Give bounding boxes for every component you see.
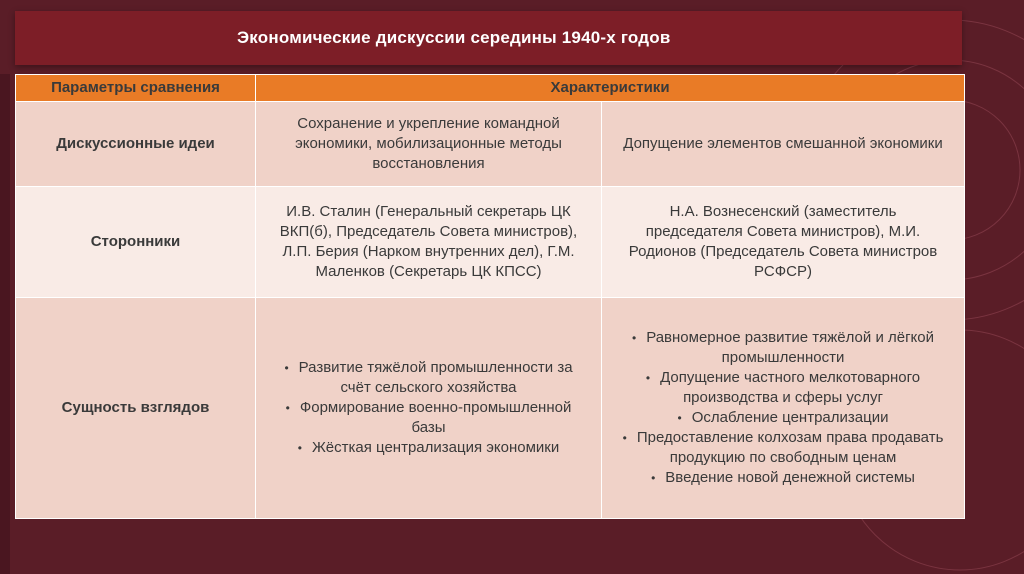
- list-item: [274, 398, 583, 438]
- essence-right-list: [602, 328, 964, 488]
- essence-right-cell: [602, 298, 965, 519]
- bullet-icon: •: [297, 441, 302, 455]
- table-row-essence: [16, 298, 965, 519]
- supporters-left-text: И.В. Сталин (Генеральный секретарь ЦК ВКП(б), Председатель Совета министров), Л.П. Берия (Нарком внутренних дел), Г.М. Маленков (Секретарь ЦК КПСС): [279, 203, 578, 280]
- essence-left-list: [256, 358, 601, 458]
- list-item: [620, 468, 946, 488]
- bullet-icon: •: [677, 411, 682, 425]
- list-item-text: Введение новой денежной системы: [665, 469, 915, 486]
- comparison-table: [15, 74, 965, 519]
- list-item: [274, 438, 583, 458]
- table-header-row: [16, 75, 965, 102]
- row-label-ideas: Дискуссионные идеи: [16, 102, 256, 187]
- essence-left-cell: [256, 298, 602, 519]
- bullet-icon: •: [631, 331, 637, 345]
- list-item-text: Предоставление колхозам права продавать продукцию по свободным ценам: [636, 429, 944, 466]
- ideas-right-cell: [602, 102, 965, 187]
- list-item: [620, 328, 946, 368]
- list-item: [274, 358, 583, 398]
- bullet-icon: •: [285, 401, 290, 415]
- row-label-supporters: Сторонники: [16, 187, 256, 298]
- header-params: Параметры сравнения: [16, 75, 256, 102]
- ideas-right-text: Допущение элементов смешанной экономики: [623, 135, 943, 152]
- header-characteristics: Характеристики: [256, 75, 965, 102]
- list-item: [620, 368, 946, 408]
- table-row-ideas: [16, 102, 965, 187]
- ideas-left-cell: [256, 102, 602, 187]
- list-item-text: Жёсткая централизация экономики: [311, 439, 560, 456]
- bullet-icon: •: [622, 431, 627, 445]
- table-row-supporters: [16, 187, 965, 298]
- bullet-icon: •: [645, 371, 651, 385]
- list-item-text: Развитие тяжёлой промышленности за счёт сельского хозяйства: [298, 359, 573, 396]
- row-label-essence: Сущность взглядов: [16, 298, 256, 519]
- title-bar: [15, 11, 962, 65]
- ideas-left-text: Сохранение и укрепление командной экономики, мобилизационные методы восстановления: [295, 115, 562, 172]
- list-item-text: Допущение частного мелкотоварного производства и сферы услуг: [660, 369, 921, 406]
- bullet-icon: •: [651, 471, 656, 485]
- list-item: [620, 428, 946, 468]
- list-item-text: Ослабление централизации: [691, 409, 889, 426]
- bullet-icon: •: [284, 361, 289, 375]
- supporters-right-text: Н.А. Вознесенский (заместитель председателя Совета министров), М.И. Родионов (Председатель Совета министров РСФСР): [628, 203, 938, 280]
- list-item-text: Равномерное развитие тяжёлой и лёгкой промышленности: [646, 329, 935, 366]
- supporters-left-cell: [256, 187, 602, 298]
- supporters-right-cell: [602, 187, 965, 298]
- slide-title: Экономические дискуссии середины 1940-х годов: [237, 28, 671, 47]
- list-item: [620, 408, 946, 428]
- list-item-text: Формирование военно-промышленной базы: [299, 399, 572, 436]
